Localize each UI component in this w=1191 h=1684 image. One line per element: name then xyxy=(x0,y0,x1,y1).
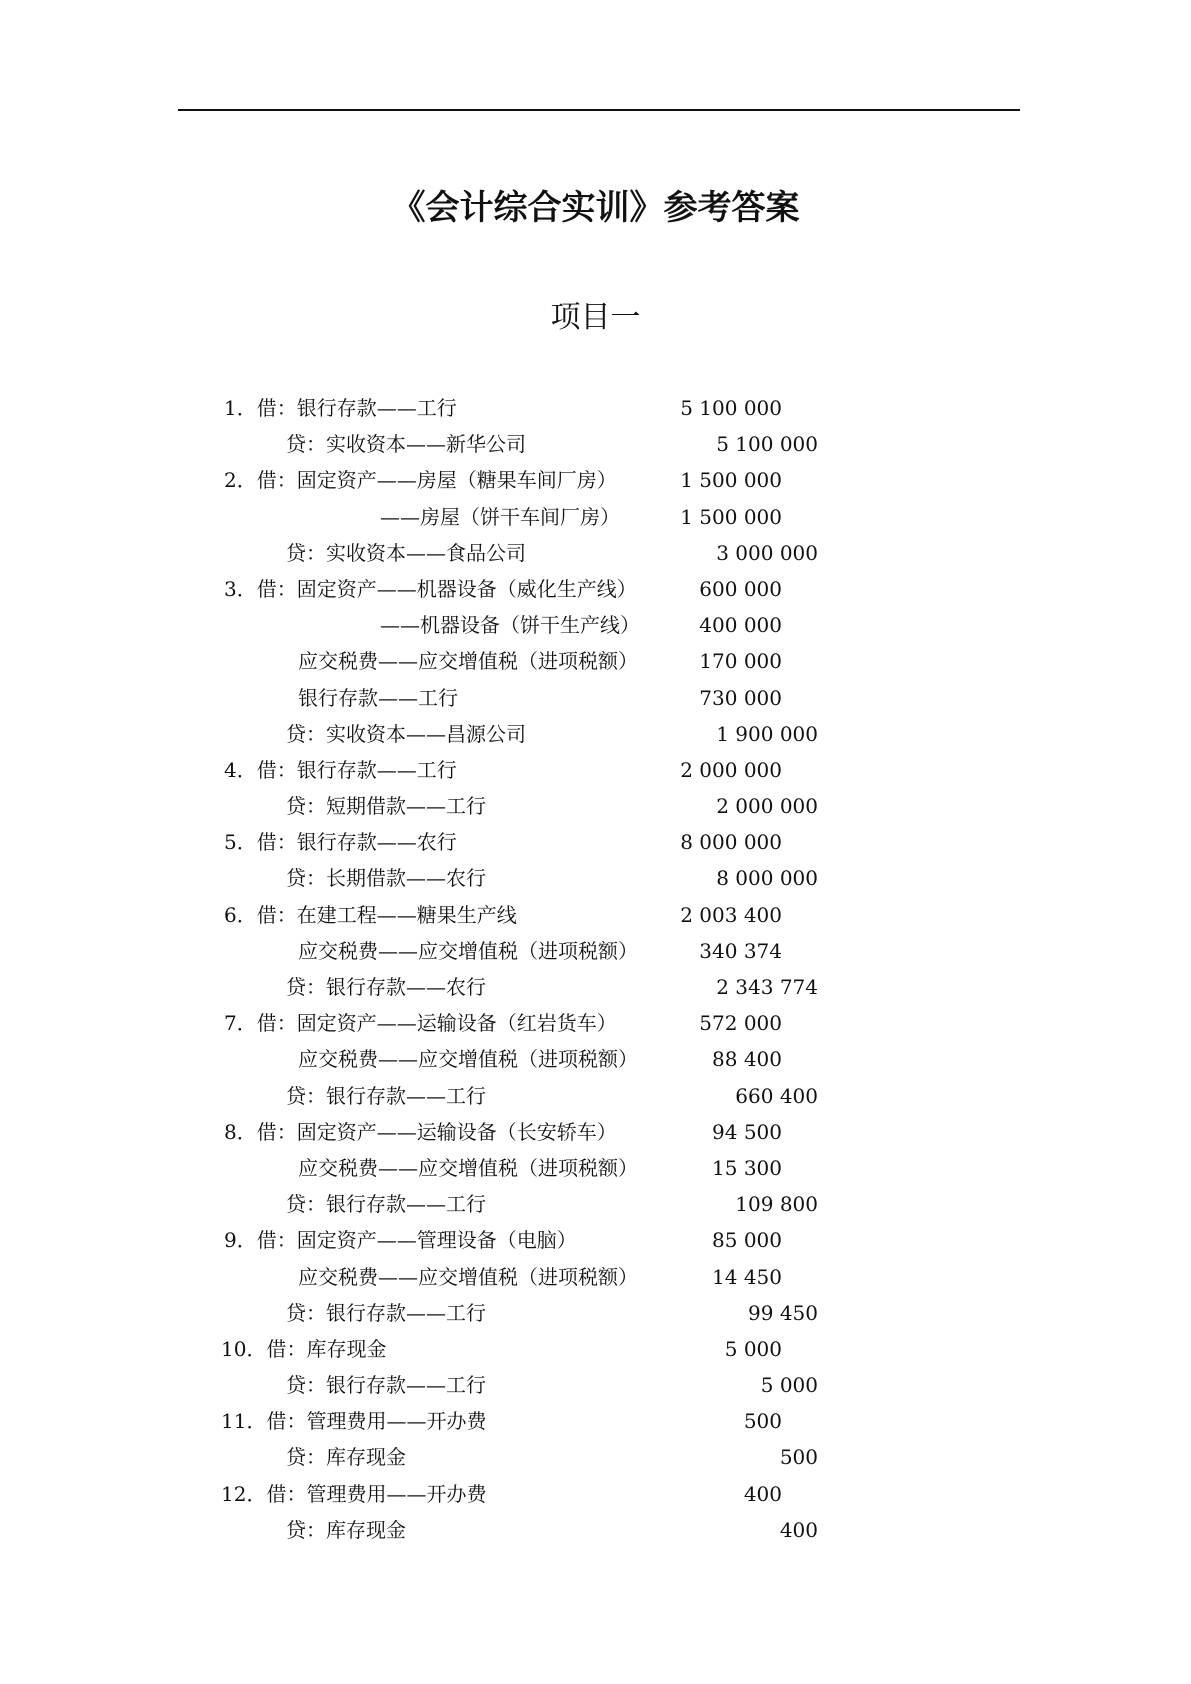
entry-account: 贷：银行存款——工行 xyxy=(286,1083,486,1108)
entry-line xyxy=(0,462,1191,498)
credit-amount: 2 343 774 xyxy=(716,975,818,999)
debit-amount: 1 500 000 xyxy=(680,504,782,529)
debit-amount: 94 500 xyxy=(712,1119,782,1144)
entry-account: 银行存款——工行 xyxy=(298,685,458,710)
entry-line xyxy=(0,680,1191,716)
entry-account: 6．借：在建工程——糖果生产线 xyxy=(224,902,517,927)
debit-amount: 730 000 xyxy=(699,685,782,710)
debit-amount: 600 000 xyxy=(699,576,782,601)
entry-account: 9．借：固定资产——管理设备（电脑） xyxy=(224,1228,577,1253)
entry-account: 3．借：固定资产——机器设备（威化生产线） xyxy=(224,576,637,601)
entry-account: 11．借：管理费用——开办费 xyxy=(221,1409,487,1434)
section-heading: 项目一 xyxy=(550,300,641,335)
entry-account: 贷：实收资本——食品公司 xyxy=(286,540,526,565)
entry-line xyxy=(0,1078,1191,1114)
entry-line xyxy=(0,1150,1191,1186)
entry-account: 贷：短期借款——工行 xyxy=(286,794,486,819)
entry-account: 应交税费——应交增值税（进项税额） xyxy=(298,1155,638,1180)
entry-account: 4．借：银行存款——工行 xyxy=(224,757,457,782)
entry-line xyxy=(0,933,1191,969)
entry-line xyxy=(0,643,1191,679)
entry-line xyxy=(0,897,1191,933)
entry-account: 贷：库存现金 xyxy=(286,1445,406,1470)
entry-account: 贷：实收资本——新华公司 xyxy=(286,432,526,457)
debit-amount: 5 100 000 xyxy=(680,396,782,420)
entry-line xyxy=(0,607,1191,643)
entry-line xyxy=(0,969,1191,1005)
entry-line xyxy=(0,1403,1191,1439)
entry-line xyxy=(0,426,1191,462)
entry-account: 8．借：固定资产——运输设备（长安轿车） xyxy=(224,1119,617,1144)
entry-account: 应交税费——应交增值税（进项税额） xyxy=(298,649,638,674)
credit-amount: 3 000 000 xyxy=(716,540,818,565)
entry-account: 应交税费——应交增值税（进项税额） xyxy=(298,1047,638,1072)
entry-line xyxy=(0,1367,1191,1403)
document-title: 《会计综合实训》参考答案 xyxy=(391,188,800,228)
credit-amount: 8 000 000 xyxy=(716,866,818,891)
credit-amount: 99 450 xyxy=(748,1300,818,1325)
entry-account: 7．借：固定资产——运输设备（红岩货车） xyxy=(224,1011,617,1036)
entry-line xyxy=(0,824,1191,860)
entry-account: 贷：银行存款——工行 xyxy=(286,1373,486,1398)
entry-account: 应交税费——应交增值税（进项税额） xyxy=(298,938,638,963)
entry-account: 贷：银行存款——工行 xyxy=(286,1192,486,1217)
credit-amount: 5 000 xyxy=(760,1373,818,1398)
debit-amount: 340 374 xyxy=(699,938,782,963)
entry-account: ——机器设备（饼干生产线） xyxy=(380,613,640,638)
debit-amount: 2 003 400 xyxy=(680,902,782,927)
entry-line xyxy=(0,1512,1191,1548)
debit-amount: 14 450 xyxy=(712,1264,782,1289)
debit-amount: 8 000 000 xyxy=(680,830,782,855)
entry-account: 贷：银行存款——农行 xyxy=(286,975,486,999)
debit-amount: 1 500 000 xyxy=(680,468,782,493)
entry-line xyxy=(0,1476,1191,1512)
credit-amount: 109 800 xyxy=(735,1192,818,1217)
entry-account: 1．借：银行存款——工行 xyxy=(224,396,457,420)
entry-line xyxy=(0,1186,1191,1222)
debit-amount: 500 xyxy=(743,1409,782,1434)
credit-amount: 500 xyxy=(779,1445,818,1470)
entry-line xyxy=(0,1331,1191,1367)
entry-account: 贷：实收资本——昌源公司 xyxy=(286,721,526,746)
credit-amount: 5 100 000 xyxy=(716,432,818,457)
debit-amount: 2 000 000 xyxy=(680,757,782,782)
entry-line xyxy=(0,1259,1191,1295)
entry-line xyxy=(0,788,1191,824)
entry-line xyxy=(0,860,1191,896)
entry-account: 贷：长期借款——农行 xyxy=(286,866,486,891)
credit-amount: 2 000 000 xyxy=(716,794,818,819)
journal-entries xyxy=(0,390,1191,1548)
entry-line xyxy=(0,1222,1191,1258)
debit-amount: 400 000 xyxy=(699,613,782,638)
debit-amount: 88 400 xyxy=(712,1047,782,1072)
entry-line xyxy=(0,752,1191,788)
entry-line xyxy=(0,499,1191,535)
entry-line xyxy=(0,1295,1191,1331)
entry-line xyxy=(0,1114,1191,1150)
entry-line xyxy=(0,390,1191,426)
debit-amount: 15 300 xyxy=(712,1155,782,1180)
entry-account: 12．借：管理费用——开办费 xyxy=(221,1481,487,1506)
entry-account: 5．借：银行存款——农行 xyxy=(224,830,457,855)
entry-account: 贷：银行存款——工行 xyxy=(286,1300,486,1325)
debit-amount: 5 000 xyxy=(724,1336,782,1361)
credit-amount: 400 xyxy=(779,1517,818,1542)
debit-amount: 170 000 xyxy=(699,649,782,674)
debit-amount: 85 000 xyxy=(712,1228,782,1253)
credit-amount: 660 400 xyxy=(735,1083,818,1108)
entry-line xyxy=(0,1439,1191,1475)
entry-account: 应交税费——应交增值税（进项税额） xyxy=(298,1264,638,1289)
entry-account: 10．借：库存现金 xyxy=(221,1336,387,1361)
header-rule xyxy=(178,109,1020,111)
entry-line xyxy=(0,1041,1191,1077)
entry-account: ——房屋（饼干车间厂房） xyxy=(380,504,620,529)
debit-amount: 572 000 xyxy=(699,1011,782,1036)
debit-amount: 400 xyxy=(743,1481,782,1506)
entry-line xyxy=(0,716,1191,752)
entry-line xyxy=(0,1005,1191,1041)
credit-amount: 1 900 000 xyxy=(716,721,818,746)
entry-line xyxy=(0,535,1191,571)
entry-account: 2．借：固定资产——房屋（糖果车间厂房） xyxy=(224,468,617,493)
entry-line xyxy=(0,571,1191,607)
entry-account: 贷：库存现金 xyxy=(286,1517,406,1542)
